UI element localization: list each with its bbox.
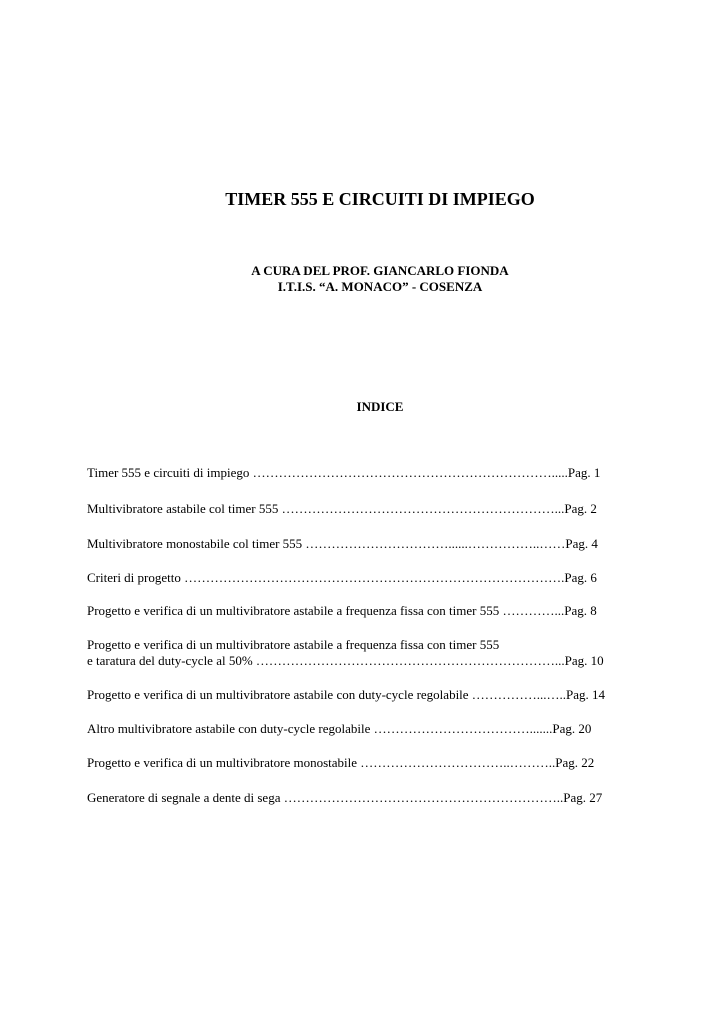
toc-entry: Generatore di segnale a dente di sega ………………………………………………………..Pag. 27: [87, 790, 603, 805]
toc-entry: Altro multivibratore astabile con duty-cycle regolabile ……………………………….......Pag. 20: [87, 721, 592, 736]
author-line: A CURA DEL PROF. GIANCARLO FIONDA: [251, 263, 509, 278]
toc-entry: Progetto e verifica di un multivibratore monostabile ……………………………..………..Pag. 22: [87, 755, 595, 770]
document-title: TIMER 555 E CIRCUITI DI IMPIEGO: [225, 189, 535, 209]
toc-entry: Progetto e verifica di un multivibratore astabile con duty-cycle regolabile ……………...…..Pag. 14: [87, 687, 606, 702]
toc-entry-line: Progetto e verifica di un multivibratore astabile a frequenza fissa con timer 555: [87, 637, 500, 652]
toc-entry: Multivibratore astabile col timer 555 ………………………………………………………...Pag. 2: [87, 501, 597, 516]
toc-entry-line: e taratura del duty-cycle al 50% ……………………………………………………………...Pag. 10: [87, 653, 604, 668]
toc-entry: Timer 555 e circuiti di impiego …………………………………………………………….....Pag. 1: [87, 465, 601, 480]
toc-entry: Progetto e verifica di un multivibratore astabile a frequenza fissa con timer 555 …………...Pag. 8: [87, 603, 597, 618]
toc-entry-multiline: [87, 637, 604, 669]
institution-line: I.T.I.S. “A. MONACO” - COSENZA: [277, 279, 483, 294]
index-heading: INDICE: [356, 399, 404, 414]
toc-entry: Multivibratore monostabile col timer 555 ……………………………......……………..……Pag. 4: [87, 536, 598, 551]
toc-entry: Criteri di progetto …………………………………………………………………………….Pag. 6: [87, 570, 597, 585]
